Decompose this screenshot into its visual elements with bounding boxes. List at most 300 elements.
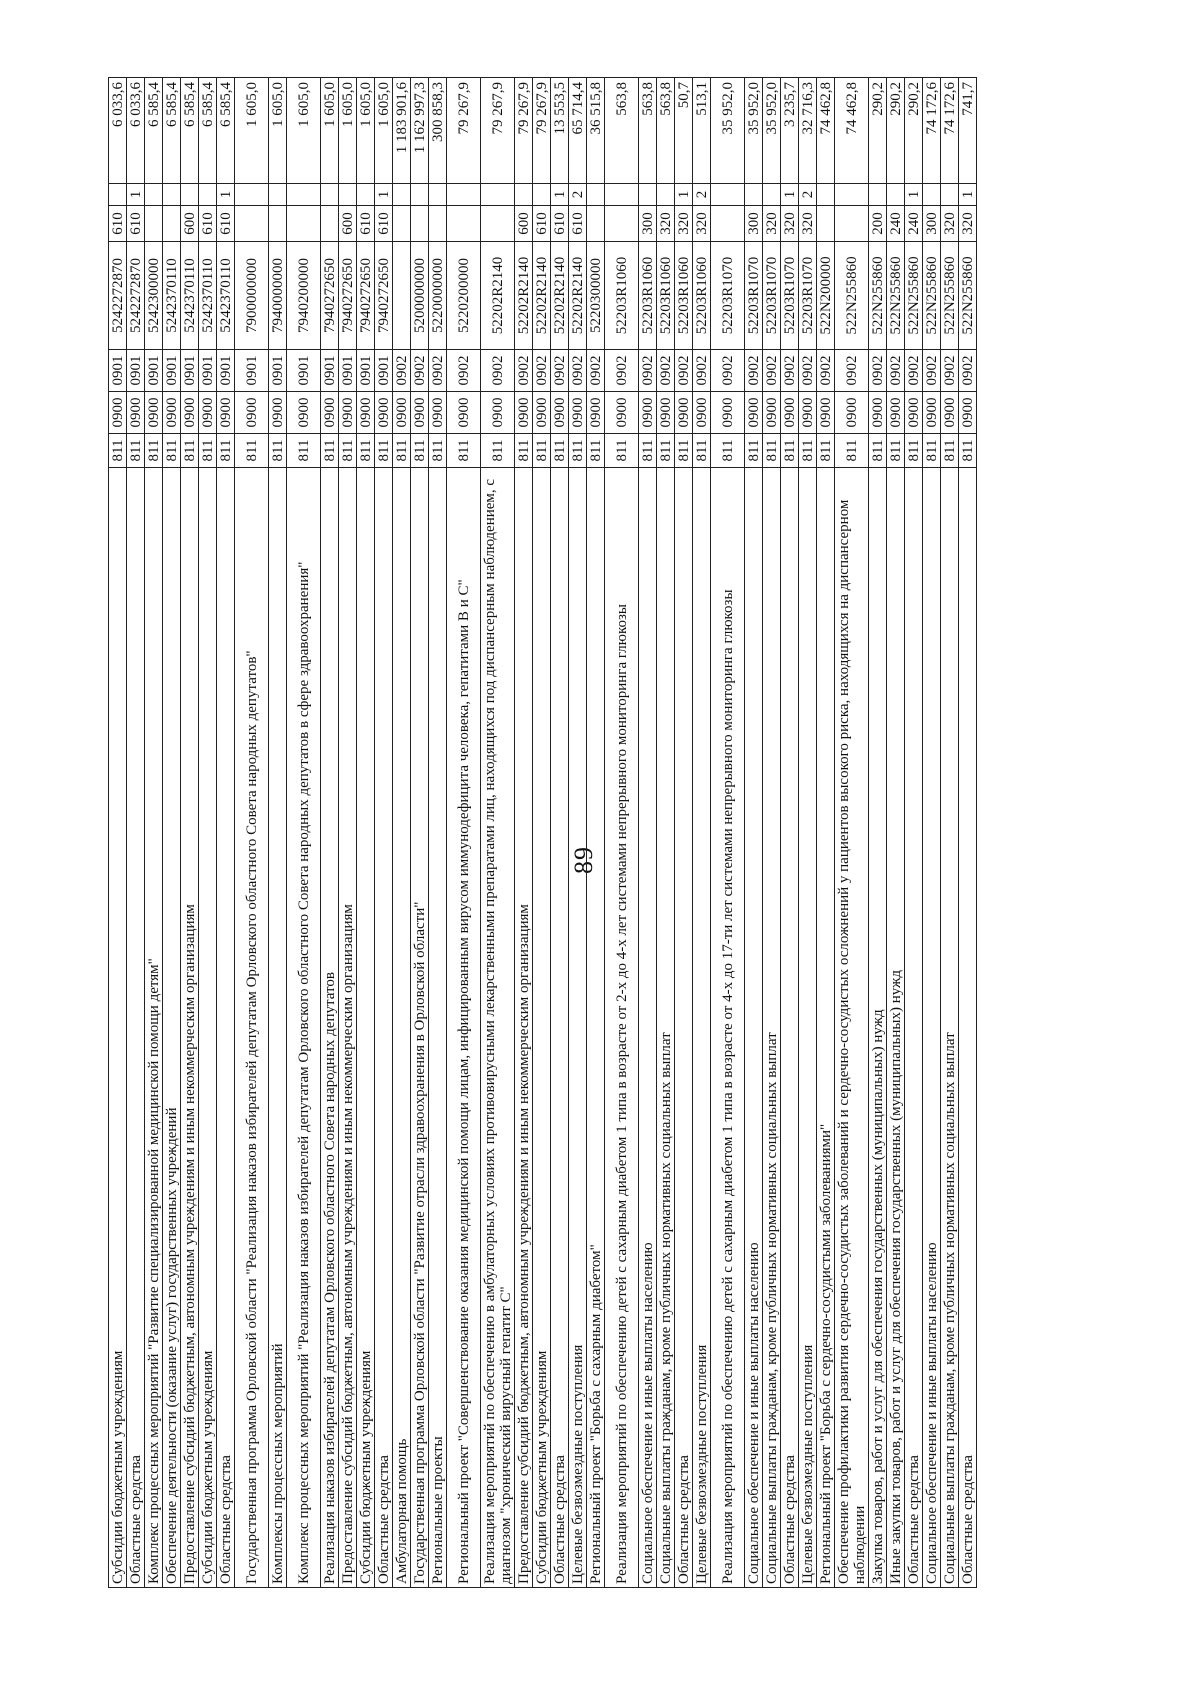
expense-type-cell: 320: [763, 206, 781, 242]
ministry-code-cell: 811: [817, 434, 835, 468]
expense-type-cell: 300: [639, 206, 657, 242]
section-code-cell: 0900: [429, 392, 447, 434]
amount-cell: 1 605,0: [287, 78, 321, 184]
row-name-cell: Реализация мероприятий по обеспечению детей с сахарным диабетом 1 типа в возрасте от 4-х до 17-ти лет системами непрерывного мониторинга глюкозы: [711, 468, 745, 1588]
table-row: [481, 78, 515, 1588]
ministry-code-cell: 811: [339, 434, 357, 468]
expense-type-cell: 600: [339, 206, 357, 242]
target-article-cell: [393, 242, 411, 350]
expense-type-cell: 300: [745, 206, 763, 242]
target-article-cell: 7940272650: [339, 242, 357, 350]
funding-source-cell: [411, 184, 429, 206]
target-article-cell: 5220200000: [447, 242, 481, 350]
section-code-cell: 0900: [217, 392, 235, 434]
subsection-code-cell: 0902: [817, 350, 835, 392]
amount-cell: 32 716,3: [799, 78, 817, 184]
amount-cell: 50,7: [675, 78, 693, 184]
expense-type-cell: [393, 206, 411, 242]
ministry-code-cell: 811: [693, 434, 711, 468]
section-code-cell: 0900: [357, 392, 375, 434]
section-code-cell: 0900: [551, 392, 569, 434]
expense-type-cell: [287, 206, 321, 242]
funding-source-cell: [923, 184, 941, 206]
row-name-cell: Областные средства: [375, 468, 393, 1588]
funding-source-cell: 2: [799, 184, 817, 206]
expense-type-cell: [447, 206, 481, 242]
expense-type-cell: 320: [657, 206, 675, 242]
table-row: [605, 78, 639, 1588]
ministry-code-cell: 811: [269, 434, 287, 468]
row-name-cell: Целевые безвозмездные поступления: [693, 468, 711, 1588]
funding-source-cell: [639, 184, 657, 206]
subsection-code-cell: 0902: [693, 350, 711, 392]
section-code-cell: 0900: [447, 392, 481, 434]
subsection-code-cell: 0901: [321, 350, 339, 392]
subsection-code-cell: 0902: [411, 350, 429, 392]
expense-type-cell: 320: [675, 206, 693, 242]
expense-type-cell: [817, 206, 835, 242]
target-article-cell: 7940272650: [357, 242, 375, 350]
subsection-code-cell: 0902: [447, 350, 481, 392]
amount-cell: 79 267,9: [515, 78, 533, 184]
table-row: [375, 78, 393, 1588]
target-article-cell: 7940272650: [321, 242, 339, 350]
ministry-code-cell: 811: [675, 434, 693, 468]
amount-cell: 35 952,0: [745, 78, 763, 184]
expense-type-cell: 240: [905, 206, 923, 242]
subsection-code-cell: 0902: [923, 350, 941, 392]
expense-type-cell: [269, 206, 287, 242]
subsection-code-cell: 0902: [569, 350, 587, 392]
table-row: [745, 78, 763, 1588]
ministry-code-cell: 811: [163, 434, 181, 468]
amount-cell: 6 033,6: [127, 78, 145, 184]
expense-type-cell: [587, 206, 605, 242]
row-name-cell: Обеспечение деятельности (оказание услуг) государственных учреждений: [163, 468, 181, 1588]
row-name-cell: Амбулаторная помощь: [393, 468, 411, 1588]
amount-cell: 6 033,6: [109, 78, 127, 184]
target-article-cell: 522N255860: [959, 242, 977, 350]
expense-type-cell: [321, 206, 339, 242]
target-article-cell: 5242370110: [199, 242, 217, 350]
row-name-cell: Комплекс процессных мероприятий "Развитие специализированной медицинской помощи детям": [145, 468, 163, 1588]
subsection-code-cell: 0902: [799, 350, 817, 392]
table-row: [551, 78, 569, 1588]
row-name-cell: Региональный проект "Борьба с сердечно-сосудистыми заболеваниями": [817, 468, 835, 1588]
amount-cell: 36 515,8: [587, 78, 605, 184]
amount-cell: 6 585,4: [199, 78, 217, 184]
table-row: [109, 78, 127, 1588]
expense-type-cell: 610: [533, 206, 551, 242]
row-name-cell: Социальные выплаты гражданам, кроме публичных нормативных социальных выплат: [657, 468, 675, 1588]
target-article-cell: 52202R2140: [533, 242, 551, 350]
section-code-cell: 0900: [941, 392, 959, 434]
target-article-cell: 52203R1070: [711, 242, 745, 350]
table-row: [887, 78, 905, 1588]
row-name-cell: Субсидии бюджетным учреждениям: [109, 468, 127, 1588]
table-row: [181, 78, 199, 1588]
amount-cell: 13 553,5: [551, 78, 569, 184]
expense-type-cell: 610: [569, 206, 587, 242]
funding-source-cell: [587, 184, 605, 206]
subsection-code-cell: 0902: [481, 350, 515, 392]
table-row: [429, 78, 447, 1588]
ministry-code-cell: 811: [835, 434, 869, 468]
expense-type-cell: 610: [551, 206, 569, 242]
ministry-code-cell: 811: [199, 434, 217, 468]
amount-cell: 6 585,4: [181, 78, 199, 184]
subsection-code-cell: 0902: [887, 350, 905, 392]
row-name-cell: Социальные выплаты гражданам, кроме публичных нормативных социальных выплат: [763, 468, 781, 1588]
amount-cell: 74 172,6: [941, 78, 959, 184]
funding-source-cell: [711, 184, 745, 206]
funding-source-cell: [657, 184, 675, 206]
amount-cell: 74 462,8: [817, 78, 835, 184]
section-code-cell: 0900: [657, 392, 675, 434]
subsection-code-cell: 0901: [339, 350, 357, 392]
ministry-code-cell: 811: [799, 434, 817, 468]
target-article-cell: 5242370110: [181, 242, 199, 350]
ministry-code-cell: 811: [657, 434, 675, 468]
table-row: [587, 78, 605, 1588]
section-code-cell: 0900: [339, 392, 357, 434]
ministry-code-cell: 811: [711, 434, 745, 468]
target-article-cell: 52202R2140: [551, 242, 569, 350]
amount-cell: 1 162 997,3: [411, 78, 429, 184]
row-name-cell: Субсидии бюджетным учреждениям: [357, 468, 375, 1588]
ministry-code-cell: 811: [887, 434, 905, 468]
subsection-code-cell: 0901: [181, 350, 199, 392]
row-name-cell: Областные средства: [959, 468, 977, 1588]
funding-source-cell: [481, 184, 515, 206]
section-code-cell: 0900: [605, 392, 639, 434]
row-name-cell: Целевые безвозмездные поступления: [569, 468, 587, 1588]
ministry-code-cell: 811: [393, 434, 411, 468]
section-code-cell: 0900: [745, 392, 763, 434]
table-row: [515, 78, 533, 1588]
expense-type-cell: [481, 206, 515, 242]
row-name-cell: Областные средства: [781, 468, 799, 1588]
funding-source-cell: 1: [217, 184, 235, 206]
ministry-code-cell: 811: [569, 434, 587, 468]
row-name-cell: Целевые безвозмездные поступления: [799, 468, 817, 1588]
table-row: [923, 78, 941, 1588]
section-code-cell: 0900: [639, 392, 657, 434]
section-code-cell: 0900: [675, 392, 693, 434]
funding-source-cell: [763, 184, 781, 206]
section-code-cell: 0900: [235, 392, 269, 434]
expense-type-cell: 320: [959, 206, 977, 242]
section-code-cell: 0900: [569, 392, 587, 434]
amount-cell: 79 267,9: [447, 78, 481, 184]
funding-source-cell: [199, 184, 217, 206]
amount-cell: 1 605,0: [357, 78, 375, 184]
table-row: [959, 78, 977, 1588]
funding-source-cell: [393, 184, 411, 206]
table-row: [639, 78, 657, 1588]
target-article-cell: 7940272650: [375, 242, 393, 350]
target-article-cell: 5242300000: [145, 242, 163, 350]
row-name-cell: Областные средства: [551, 468, 569, 1588]
target-article-cell: 7940000000: [269, 242, 287, 350]
section-code-cell: 0900: [817, 392, 835, 434]
section-code-cell: 0900: [145, 392, 163, 434]
ministry-code-cell: 811: [287, 434, 321, 468]
subsection-code-cell: 0902: [587, 350, 605, 392]
subsection-code-cell: 0901: [163, 350, 181, 392]
ministry-code-cell: 811: [481, 434, 515, 468]
table-row: [657, 78, 675, 1588]
ministry-code-cell: 811: [127, 434, 145, 468]
amount-cell: 1 605,0: [339, 78, 357, 184]
table-row: [235, 78, 269, 1588]
section-code-cell: 0900: [269, 392, 287, 434]
row-name-cell: Субсидии бюджетным учреждениям: [533, 468, 551, 1588]
subsection-code-cell: 0901: [109, 350, 127, 392]
table-row: [127, 78, 145, 1588]
funding-source-cell: [515, 184, 533, 206]
subsection-code-cell: 0902: [781, 350, 799, 392]
ministry-code-cell: 811: [905, 434, 923, 468]
table-row: [321, 78, 339, 1588]
subsection-code-cell: 0901: [375, 350, 393, 392]
target-article-cell: 52203R1060: [693, 242, 711, 350]
subsection-code-cell: 0902: [763, 350, 781, 392]
section-code-cell: 0900: [799, 392, 817, 434]
table-row: [199, 78, 217, 1588]
row-name-cell: Предоставление субсидий бюджетным, автономным учреждениям и иным некоммерческим организациям: [515, 468, 533, 1588]
table-row: [393, 78, 411, 1588]
target-article-cell: 5242370110: [217, 242, 235, 350]
funding-source-cell: 1: [551, 184, 569, 206]
section-code-cell: 0900: [411, 392, 429, 434]
amount-cell: 65 714,4: [569, 78, 587, 184]
row-name-cell: Предоставление субсидий бюджетным, автономным учреждениям и иным некоммерческим организациям: [181, 468, 199, 1588]
funding-source-cell: [357, 184, 375, 206]
target-article-cell: 52203R1070: [763, 242, 781, 350]
ministry-code-cell: 811: [109, 434, 127, 468]
amount-cell: 290,2: [869, 78, 887, 184]
table-row: [217, 78, 235, 1588]
table-row: [675, 78, 693, 1588]
amount-cell: 563,8: [605, 78, 639, 184]
funding-source-cell: 1: [127, 184, 145, 206]
section-code-cell: 0900: [923, 392, 941, 434]
expense-type-cell: 600: [181, 206, 199, 242]
expense-type-cell: 610: [375, 206, 393, 242]
subsection-code-cell: 0902: [605, 350, 639, 392]
funding-source-cell: 1: [959, 184, 977, 206]
funding-source-cell: [941, 184, 959, 206]
row-name-cell: Реализация наказов избирателей депутатам Орловского областного Совета народных депутатов: [321, 468, 339, 1588]
table-row: [905, 78, 923, 1588]
section-code-cell: 0900: [887, 392, 905, 434]
section-code-cell: 0900: [321, 392, 339, 434]
table-row: [763, 78, 781, 1588]
section-code-cell: 0900: [199, 392, 217, 434]
row-name-cell: Областные средства: [127, 468, 145, 1588]
row-name-cell: Социальное обеспечение и иные выплаты населению: [745, 468, 763, 1588]
funding-source-cell: 1: [375, 184, 393, 206]
table-row: [817, 78, 835, 1588]
table-row: [869, 78, 887, 1588]
row-name-cell: Обеспечение профилактики развития сердечно-сосудистых заболеваний и сердечно-сосудистых осложнений у пациентов высокого риска, находящихся на диспансерном наблюдении: [835, 468, 869, 1588]
target-article-cell: 522N200000: [817, 242, 835, 350]
target-article-cell: 522N255860: [869, 242, 887, 350]
row-name-cell: Региональный проект "Совершенствование оказания медицинской помощи лицам, инфицированным вирусом иммунодефицита человека, гепатитами В и С": [447, 468, 481, 1588]
row-name-cell: Закупка товаров, работ и услуг для обеспечения государственных (муниципальных) нужд: [869, 468, 887, 1588]
table-row: [269, 78, 287, 1588]
amount-cell: 6 585,4: [163, 78, 181, 184]
funding-source-cell: [533, 184, 551, 206]
subsection-code-cell: 0901: [127, 350, 145, 392]
ministry-code-cell: 811: [551, 434, 569, 468]
target-article-cell: 522N255860: [941, 242, 959, 350]
target-article-cell: 5220000000: [429, 242, 447, 350]
expense-type-cell: [235, 206, 269, 242]
row-name-cell: Комплекс процессных мероприятий "Реализация наказов избирателей депутатам Орловского областного Совета народных депутатов в сфере здравоохранения": [287, 468, 321, 1588]
target-article-cell: 52203R1070: [781, 242, 799, 350]
amount-cell: 79 267,9: [533, 78, 551, 184]
target-article-cell: 52202R2140: [569, 242, 587, 350]
row-name-cell: Субсидии бюджетным учреждениям: [199, 468, 217, 1588]
ministry-code-cell: 811: [411, 434, 429, 468]
amount-cell: 6 585,4: [217, 78, 235, 184]
row-name-cell: Социальное обеспечение и иные выплаты населению: [923, 468, 941, 1588]
expense-type-cell: 200: [869, 206, 887, 242]
section-code-cell: 0900: [163, 392, 181, 434]
amount-cell: 290,2: [887, 78, 905, 184]
expense-type-cell: 600: [515, 206, 533, 242]
amount-cell: 74 172,6: [923, 78, 941, 184]
expense-type-cell: 610: [199, 206, 217, 242]
expense-type-cell: 320: [941, 206, 959, 242]
funding-source-cell: 1: [675, 184, 693, 206]
subsection-code-cell: 0901: [287, 350, 321, 392]
subsection-code-cell: 0902: [905, 350, 923, 392]
funding-source-cell: [145, 184, 163, 206]
amount-cell: 3 235,7: [781, 78, 799, 184]
subsection-code-cell: 0902: [393, 350, 411, 392]
target-article-cell: 52202R2140: [515, 242, 533, 350]
target-article-cell: 5242272870: [109, 242, 127, 350]
subsection-code-cell: 0901: [145, 350, 163, 392]
row-name-cell: Региональные проекты: [429, 468, 447, 1588]
section-code-cell: 0900: [533, 392, 551, 434]
ministry-code-cell: 811: [375, 434, 393, 468]
section-code-cell: 0900: [587, 392, 605, 434]
page-number: 89: [569, 846, 598, 874]
ministry-code-cell: 811: [763, 434, 781, 468]
ministry-code-cell: 811: [447, 434, 481, 468]
amount-cell: 74 462,8: [835, 78, 869, 184]
ministry-code-cell: 811: [515, 434, 533, 468]
amount-cell: 290,2: [905, 78, 923, 184]
target-article-cell: 522N255860: [905, 242, 923, 350]
target-article-cell: 522N255860: [835, 242, 869, 350]
subsection-code-cell: 0902: [639, 350, 657, 392]
ministry-code-cell: 811: [357, 434, 375, 468]
row-name-cell: Реализация мероприятий по обеспечению в амбулаторных условиях противовирусными лекарственными препаратами лиц, находящихся под диспансерным наблюдением, с диагнозом "хронический вирусный гепатит С": [481, 468, 515, 1588]
row-name-cell: Региональный проект "Борьба с сахарным диабетом": [587, 468, 605, 1588]
subsection-code-cell: 0902: [657, 350, 675, 392]
subsection-code-cell: 0902: [869, 350, 887, 392]
table-row: [145, 78, 163, 1588]
funding-source-cell: [269, 184, 287, 206]
row-name-cell: Государственная программа Орловской области "Развитие отрасли здравоохранения в Орловской области": [411, 468, 429, 1588]
budget-table-rotated: [108, 78, 977, 1588]
funding-source-cell: [109, 184, 127, 206]
table-row: [287, 78, 321, 1588]
row-name-cell: Предоставление субсидий бюджетным, автономным учреждениям и иным некоммерческим организациям: [339, 468, 357, 1588]
table-row: [533, 78, 551, 1588]
table-row: [711, 78, 745, 1588]
target-article-cell: 52202R2140: [481, 242, 515, 350]
funding-source-cell: [181, 184, 199, 206]
amount-cell: 6 585,4: [145, 78, 163, 184]
target-article-cell: 5242370110: [163, 242, 181, 350]
row-name-cell: Иные закупки товаров, работ и услуг для обеспечения государственных (муниципальных) нужд: [887, 468, 905, 1588]
funding-source-cell: [339, 184, 357, 206]
ministry-code-cell: 811: [639, 434, 657, 468]
table-row: [163, 78, 181, 1588]
ministry-code-cell: 811: [235, 434, 269, 468]
target-article-cell: 522N255860: [887, 242, 905, 350]
expense-type-cell: [145, 206, 163, 242]
subsection-code-cell: 0901: [199, 350, 217, 392]
expense-type-cell: 320: [799, 206, 817, 242]
target-article-cell: 5200000000: [411, 242, 429, 350]
funding-source-cell: [835, 184, 869, 206]
section-code-cell: 0900: [481, 392, 515, 434]
amount-cell: 741,7: [959, 78, 977, 184]
amount-cell: 35 952,0: [711, 78, 745, 184]
target-article-cell: 52203R1060: [675, 242, 693, 350]
ministry-code-cell: 811: [941, 434, 959, 468]
subsection-code-cell: 0902: [533, 350, 551, 392]
section-code-cell: 0900: [109, 392, 127, 434]
amount-cell: 35 952,0: [763, 78, 781, 184]
funding-source-cell: 1: [781, 184, 799, 206]
subsection-code-cell: 0901: [217, 350, 235, 392]
section-code-cell: 0900: [905, 392, 923, 434]
funding-source-cell: [287, 184, 321, 206]
ministry-code-cell: 811: [781, 434, 799, 468]
funding-source-cell: [817, 184, 835, 206]
expense-type-cell: 320: [781, 206, 799, 242]
amount-cell: 300 858,3: [429, 78, 447, 184]
funding-source-cell: 2: [569, 184, 587, 206]
expense-type-cell: 240: [887, 206, 905, 242]
section-code-cell: 0900: [781, 392, 799, 434]
row-name-cell: Областные средства: [905, 468, 923, 1588]
subsection-code-cell: 0902: [711, 350, 745, 392]
amount-cell: 563,8: [657, 78, 675, 184]
row-name-cell: Государственная программа Орловской области "Реализация наказов избирателей депутатам Орловского областного Совета народных депутатов": [235, 468, 269, 1588]
ministry-code-cell: 811: [923, 434, 941, 468]
section-code-cell: 0900: [763, 392, 781, 434]
ministry-code-cell: 811: [145, 434, 163, 468]
row-name-cell: Социальные выплаты гражданам, кроме публичных нормативных социальных выплат: [941, 468, 959, 1588]
section-code-cell: 0900: [515, 392, 533, 434]
target-article-cell: 7900000000: [235, 242, 269, 350]
table-row: [447, 78, 481, 1588]
funding-source-cell: [869, 184, 887, 206]
funding-source-cell: [321, 184, 339, 206]
amount-cell: 513,1: [693, 78, 711, 184]
funding-source-cell: 1: [905, 184, 923, 206]
table-row: [693, 78, 711, 1588]
